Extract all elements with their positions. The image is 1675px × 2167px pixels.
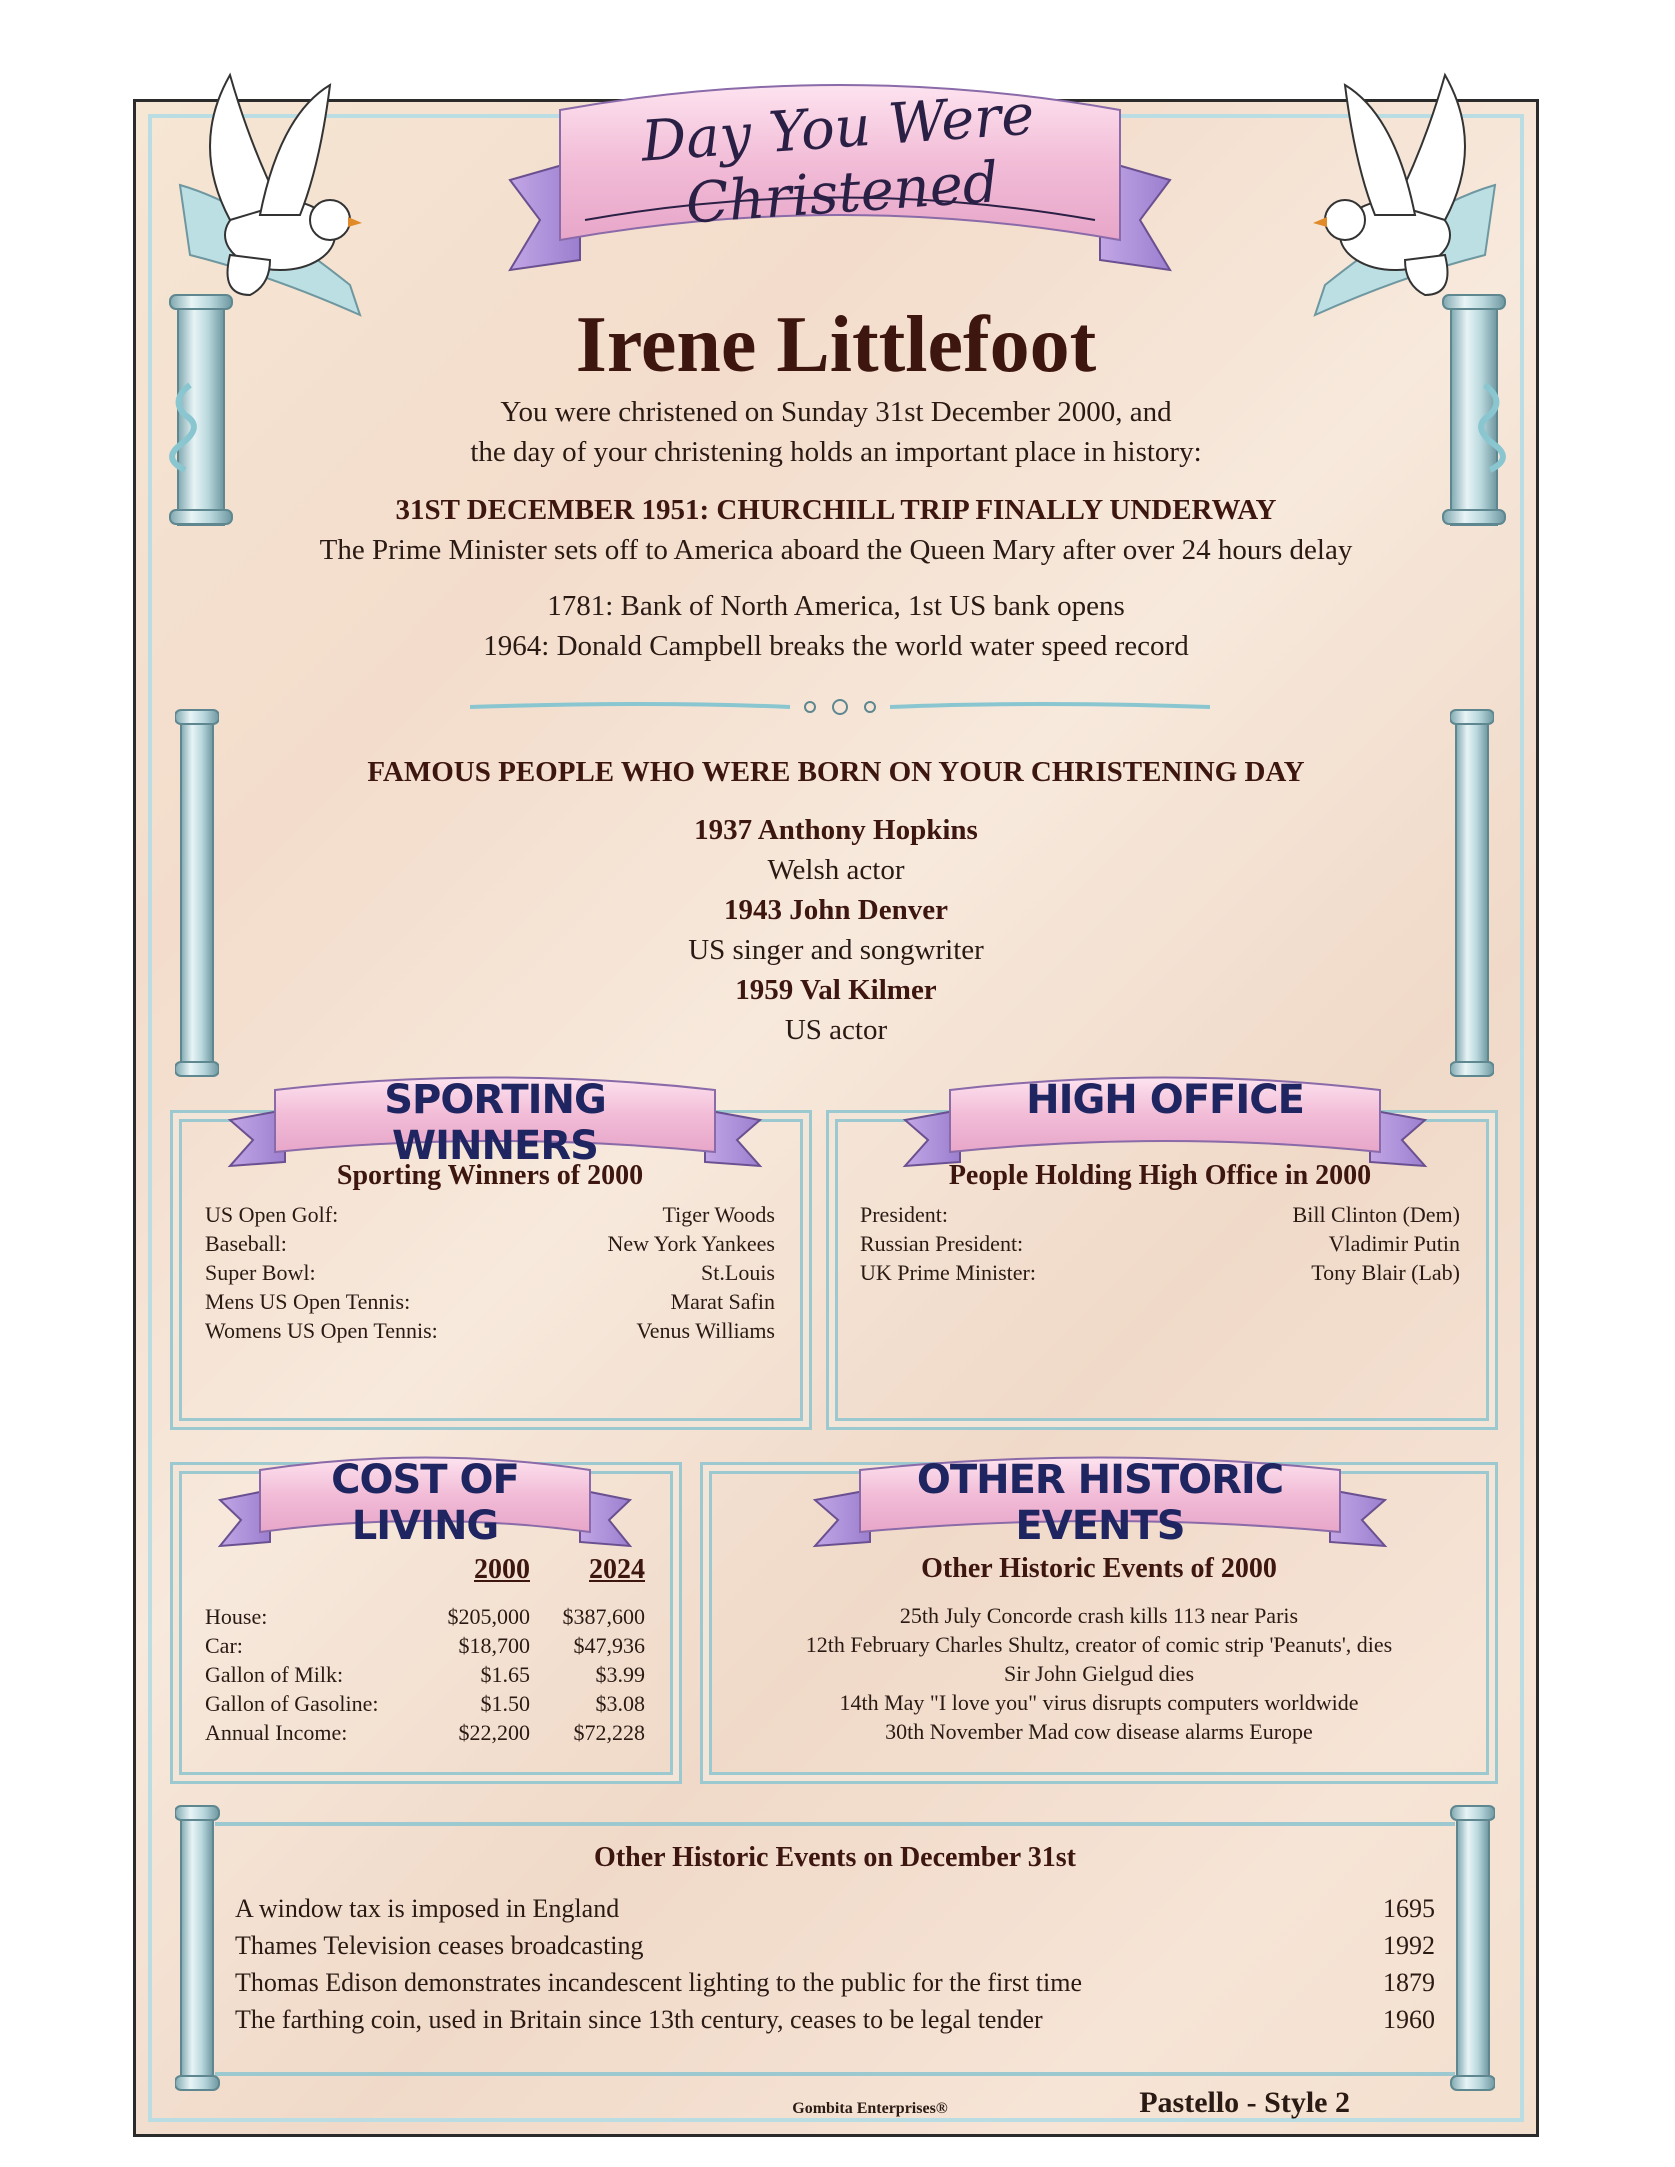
- table-row: [205, 1631, 645, 1660]
- famous-person-name: 1959 Val Kilmer: [735, 974, 937, 1006]
- event-text: The farthing coin, used in Britain since 13th century, ceases to be legal tender: [235, 2005, 1043, 2034]
- sporting-content: [205, 1160, 775, 1345]
- sporting-title: Sporting Winners of 2000: [336, 1160, 644, 1191]
- table-row: [205, 1660, 645, 1689]
- intro-line-1: You were christened on Sunday 31st December 2000, and: [500, 396, 1172, 428]
- list-item: 30th November Mad cow disease alarms Europe: [885, 1719, 1313, 1744]
- event-text: Thomas Edison demonstrates incandescent lighting to the public for the first time: [235, 1968, 1082, 1997]
- row-label: Gallon of Gasoline:: [205, 1691, 379, 1716]
- high-office-content: [860, 1160, 1460, 1287]
- row-label: House:: [205, 1604, 268, 1629]
- banner-title: Day You Were Christened: [639, 82, 1037, 237]
- historic-content: [720, 1553, 1478, 1746]
- table-row: [205, 1287, 775, 1316]
- row-label: UK Prime Minister:: [860, 1260, 1036, 1285]
- historic-title: Other Historic Events of 2000: [921, 1553, 1277, 1584]
- table-row: [860, 1200, 1460, 1229]
- list-item: [235, 2001, 1435, 2038]
- famous-people-section: [133, 752, 1539, 1050]
- table-row: [205, 1689, 645, 1718]
- sporting-ribbon-label: SPORTING WINNERS: [384, 1077, 606, 1169]
- row-label: Mens US Open Tennis:: [205, 1289, 411, 1314]
- headline-detail: The Prime Minister sets off to America aboard the Queen Mary after over 24 hours delay: [319, 534, 1353, 566]
- list-item: [235, 1927, 1435, 1964]
- row-value: $72,228: [573, 1720, 645, 1745]
- row-label: US Open Golf:: [205, 1202, 339, 1227]
- row-value: $387,600: [562, 1604, 645, 1629]
- cost-ribbon-label: COST OF LIVING: [331, 1457, 519, 1549]
- list-item: 12th February Charles Shultz, creator of comic strip 'Peanuts', dies: [805, 1632, 1393, 1657]
- cost-content: [205, 1550, 650, 1747]
- famous-person-name: 1943 John Denver: [724, 894, 948, 926]
- row-value: Vladimir Putin: [1328, 1231, 1460, 1256]
- row-label: Baseball:: [205, 1231, 287, 1256]
- list-item: [235, 1964, 1435, 2001]
- row-value: $205,000: [447, 1604, 530, 1629]
- intro-text: [133, 392, 1539, 472]
- row-value: $3.99: [595, 1662, 645, 1687]
- cost-col-header: 2000: [474, 1554, 530, 1585]
- event-text: A window tax is imposed in England: [235, 1894, 620, 1923]
- intro-line-2: the day of your christening holds an important place in history:: [470, 436, 1202, 468]
- table-row: [205, 1258, 775, 1287]
- table-row: [205, 1718, 645, 1747]
- row-value: $18,700: [458, 1633, 530, 1658]
- event-year: 1695: [1383, 1894, 1435, 1923]
- list-item: Sir John Gielgud dies: [1003, 1661, 1195, 1686]
- table-row: [860, 1229, 1460, 1258]
- row-value: $22,200: [458, 1720, 530, 1745]
- fact-2: 1964: Donald Campbell breaks the world water speed record: [483, 630, 1189, 662]
- row-value: Venus Williams: [636, 1318, 775, 1343]
- list-item: 25th July Concorde crash kills 113 near Paris: [899, 1603, 1299, 1628]
- headline-block: [133, 490, 1539, 570]
- famous-person-desc: Welsh actor: [767, 854, 905, 886]
- row-label: Gallon of Milk:: [205, 1662, 344, 1687]
- historic-ribbon-label: OTHER HISTORIC EVENTS: [916, 1457, 1284, 1549]
- cost-table: [205, 1550, 645, 1747]
- list-item: 14th May "I love you" virus disrupts computers worldwide: [839, 1690, 1359, 1715]
- row-value: Marat Safin: [670, 1289, 775, 1314]
- row-value: Tony Blair (Lab): [1311, 1260, 1460, 1285]
- famous-person-desc: US singer and songwriter: [688, 934, 984, 966]
- high-office-title: People Holding High Office in 2000: [948, 1160, 1372, 1191]
- event-year: 1992: [1383, 1931, 1435, 1960]
- facts-block: [133, 586, 1539, 666]
- company-name: Gombita Enterprises®: [792, 2100, 948, 2117]
- headline: 31ST DECEMBER 1951: CHURCHILL TRIP FINALLY UNDERWAY: [395, 494, 1277, 526]
- table-row: [860, 1258, 1460, 1287]
- row-value: Bill Clinton (Dem): [1292, 1202, 1460, 1227]
- row-value: $1.65: [480, 1662, 530, 1687]
- row-value: St.Louis: [701, 1260, 775, 1285]
- december-title: Other Historic Events on December 31st: [594, 1842, 1076, 1873]
- list-item: [235, 1890, 1435, 1927]
- cost-col-header: 2024: [589, 1554, 645, 1585]
- row-value: Tiger Woods: [662, 1202, 775, 1227]
- row-label: Annual Income:: [205, 1720, 348, 1745]
- person-name: Irene Littlefoot: [575, 301, 1097, 389]
- december-content: [235, 1842, 1435, 2038]
- table-row: [205, 1200, 775, 1229]
- table-row: [205, 1229, 775, 1258]
- dove-icon: [1313, 75, 1465, 295]
- row-label: Super Bowl:: [205, 1260, 316, 1285]
- row-label: Russian President:: [860, 1231, 1024, 1256]
- famous-person-desc: US actor: [784, 1014, 888, 1046]
- style-label: Pastello - Style 2: [1139, 2086, 1350, 2119]
- row-label: President:: [860, 1202, 948, 1227]
- event-text: Thames Television ceases broadcasting: [235, 1931, 644, 1960]
- fact-1: 1781: Bank of North America, 1st US bank opens: [547, 590, 1125, 622]
- ornament-divider: [470, 695, 1210, 719]
- famous-title: FAMOUS PEOPLE WHO WERE BORN ON YOUR CHRISTENING DAY: [367, 756, 1305, 788]
- famous-person-name: 1937 Anthony Hopkins: [694, 814, 978, 846]
- event-year: 1960: [1383, 2005, 1435, 2034]
- row-value: $47,936: [573, 1633, 645, 1658]
- row-value: $1.50: [480, 1691, 530, 1716]
- event-year: 1879: [1383, 1968, 1435, 1997]
- table-row: [205, 1602, 645, 1631]
- dove-icon: [210, 75, 362, 295]
- row-value: $3.08: [595, 1691, 645, 1716]
- row-value: New York Yankees: [607, 1231, 775, 1256]
- row-label: Womens US Open Tennis:: [205, 1318, 438, 1343]
- table-row: [205, 1316, 775, 1345]
- high-office-ribbon-label: HIGH OFFICE: [1026, 1077, 1304, 1123]
- row-label: Car:: [205, 1633, 243, 1658]
